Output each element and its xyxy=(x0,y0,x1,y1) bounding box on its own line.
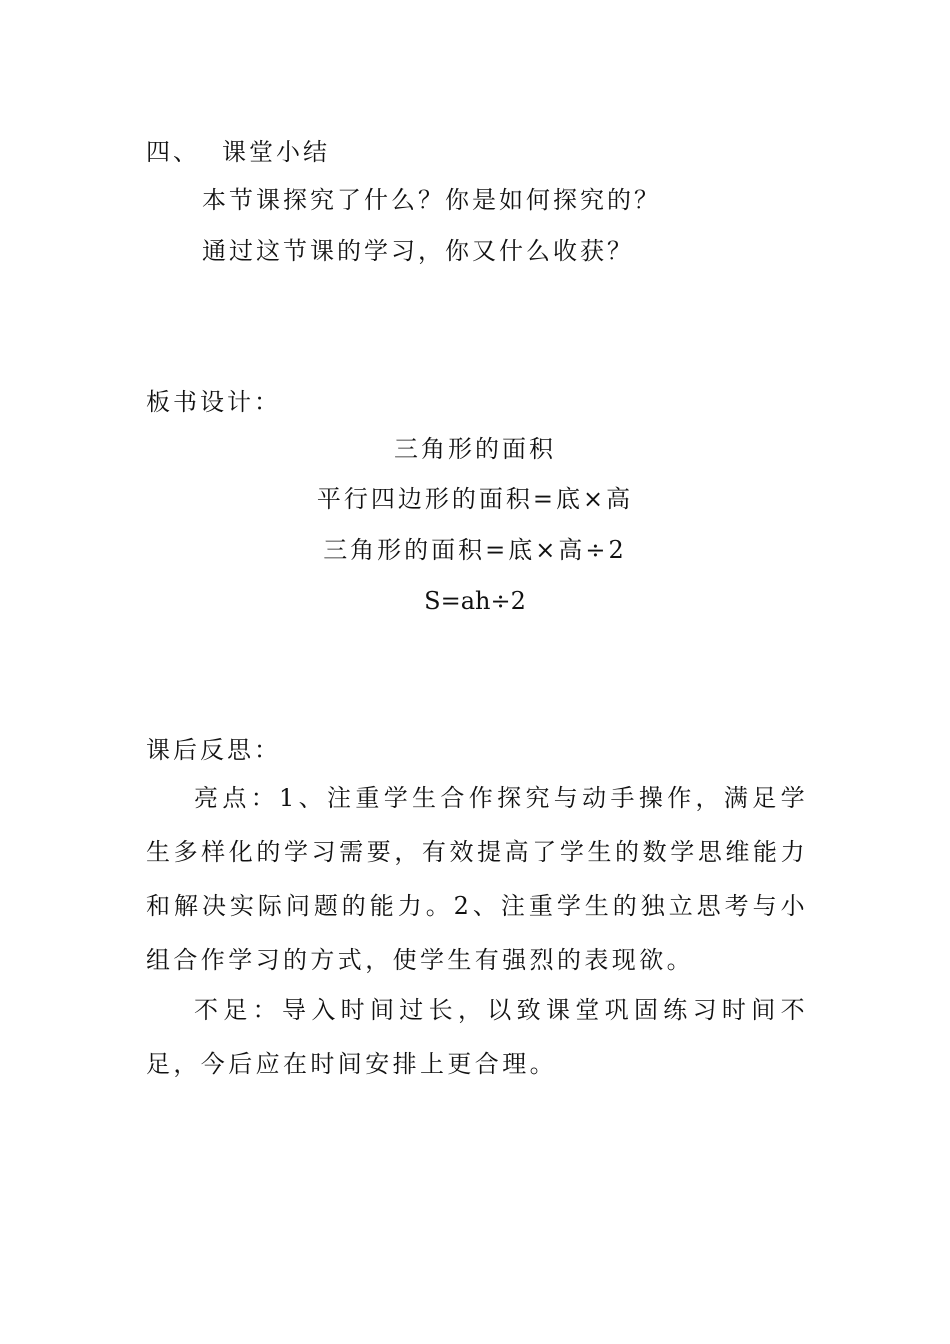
board-title: 三角形的面积 xyxy=(394,435,556,463)
reflection-shortcomings-paragraph: 不足：导入时间过长，以致课堂巩固练习时间不足，今后应在时间安排上更合理。 xyxy=(146,996,808,1078)
section-heading xyxy=(146,137,330,167)
reflection-highlights-paragraph: 亮点：1、注重学生合作探究与动手操作，满足学生多样化的学习需要，有效提高了学生的数学思维能力和解决实际问题的能力。2、注重学生的独立思考与小组合作学习的方式，使学生有强烈的表现欲。 xyxy=(146,784,808,974)
summary-question-2: 通过这节课的学习，你又什么收获？ xyxy=(202,237,634,265)
section-number: 四、 xyxy=(146,138,200,166)
board-line-parallelogram: 平行四边形的面积=底×高 xyxy=(316,485,634,513)
board-formula: S=ah÷2 xyxy=(424,587,526,615)
reflection-label: 课后反思： xyxy=(146,736,281,764)
section-title: 课堂小结 xyxy=(222,138,330,166)
summary-question-1: 本节课探究了什么？你是如何探究的？ xyxy=(202,186,661,214)
board-line-triangle: 三角形的面积=底×高÷2 xyxy=(323,536,627,564)
board-design-label: 板书设计： xyxy=(146,388,281,416)
